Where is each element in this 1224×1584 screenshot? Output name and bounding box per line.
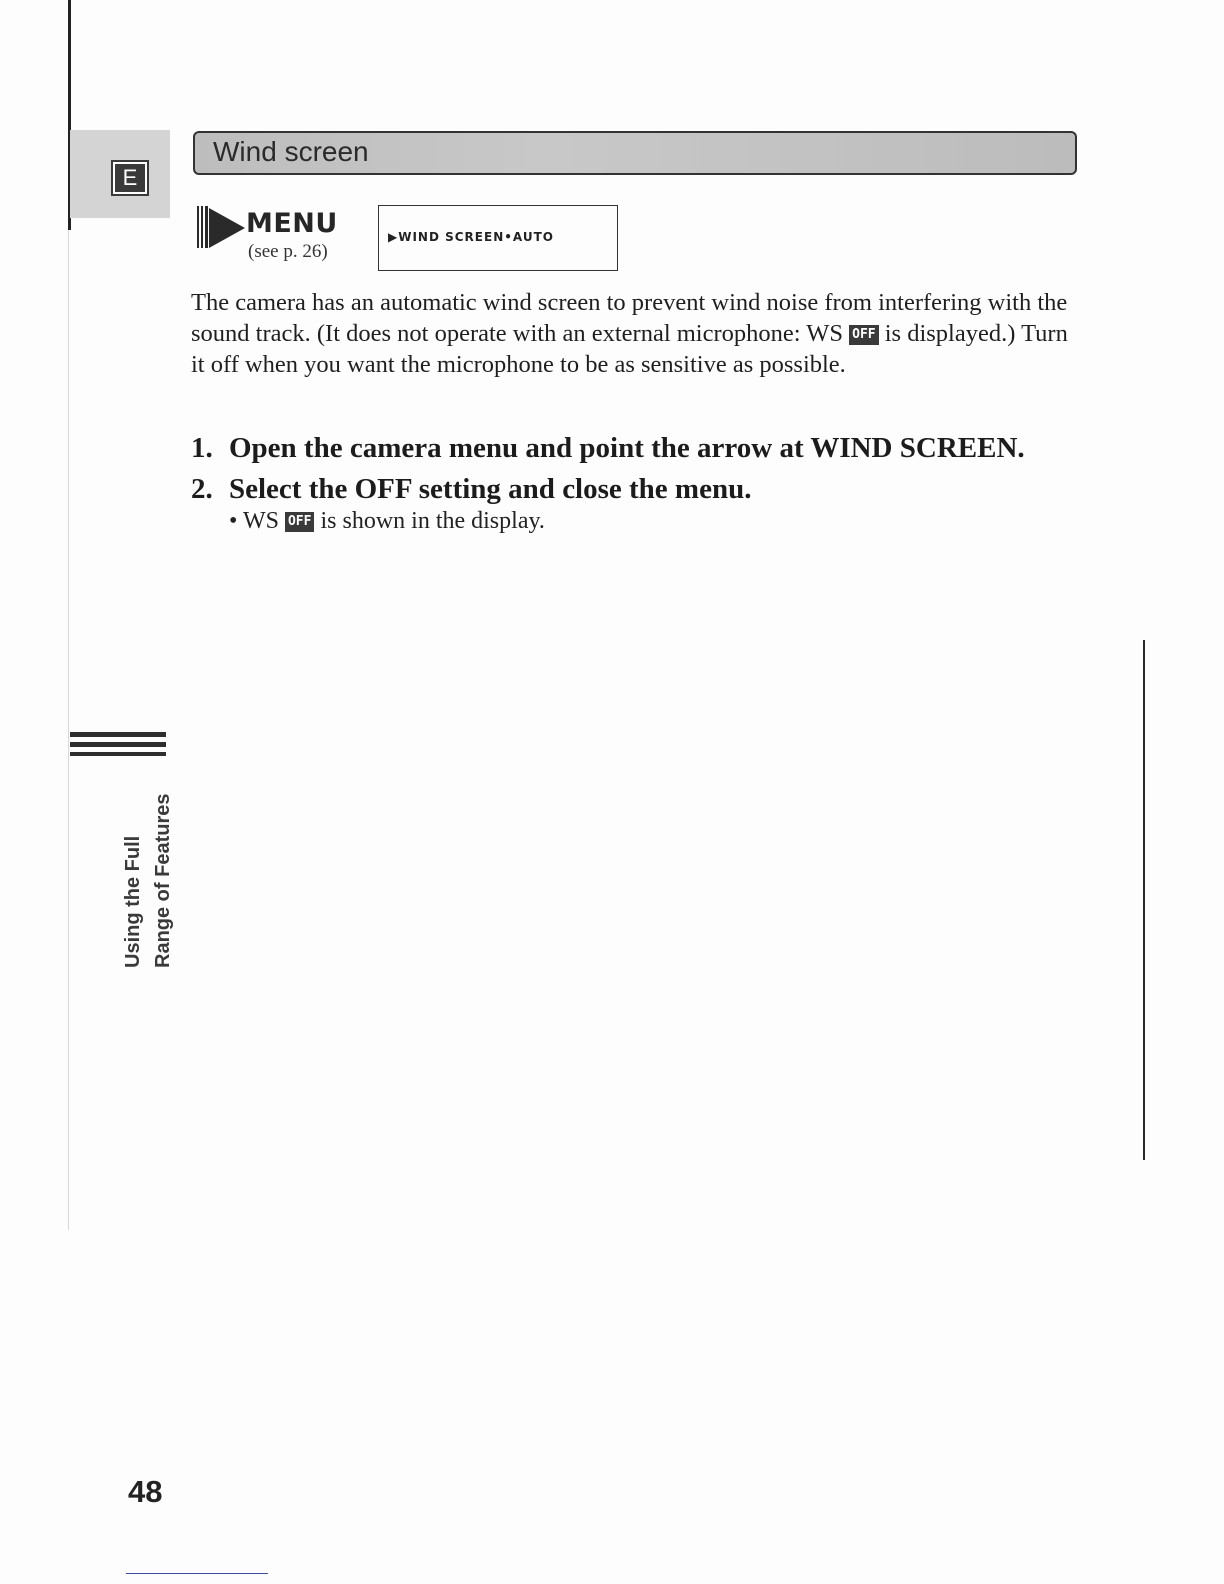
bullet-marker: • xyxy=(229,508,238,534)
language-letter-badge: E xyxy=(111,160,149,196)
step-item xyxy=(191,473,751,506)
menu-display-text: ▶WIND SCREEN•AUTO xyxy=(388,230,554,244)
menu-page-reference: (see p. 26) xyxy=(248,241,328,262)
chapter-label-line1: Using the Full xyxy=(122,835,144,968)
intro-text-part1: The camera has an automatic wind screen to prevent wind noise from interfering with the sound track. (It does not operate with an external microphone: WS xyxy=(191,289,1068,347)
step-text: Select the OFF setting and close the menu. xyxy=(229,473,752,505)
page-edge-line-lower xyxy=(68,230,69,1230)
ws-off-icon: OFF xyxy=(285,512,314,532)
section-title: Wind screen xyxy=(213,136,369,167)
step-item xyxy=(191,432,1025,465)
section-title-bar xyxy=(193,131,1077,175)
step-number: 1. xyxy=(191,432,213,464)
intro-paragraph xyxy=(191,287,1081,380)
page-edge-line-right xyxy=(1143,640,1145,1160)
step-text: Open the camera menu and point the arrow at WIND SCREEN. xyxy=(229,432,1025,464)
bottom-rule xyxy=(126,1573,268,1574)
bullet-prefix: WS xyxy=(242,508,285,534)
menu-label: MENU xyxy=(246,208,338,239)
menu-display-box xyxy=(378,205,618,271)
menu-arrow-icon xyxy=(197,204,247,250)
bullet-suffix: is shown in the display. xyxy=(314,508,545,534)
intro-text-part2: is displayed.) Turn it off when you want the microphone to be as sensitive as possible. xyxy=(191,320,1068,378)
page-number: 48 xyxy=(128,1474,163,1509)
step-number: 2. xyxy=(191,473,213,505)
chapter-side-label xyxy=(118,728,178,968)
step-bullet-note xyxy=(229,508,545,535)
ws-off-icon: OFF xyxy=(849,325,878,345)
chapter-label-line2: Range of Features xyxy=(152,793,174,968)
